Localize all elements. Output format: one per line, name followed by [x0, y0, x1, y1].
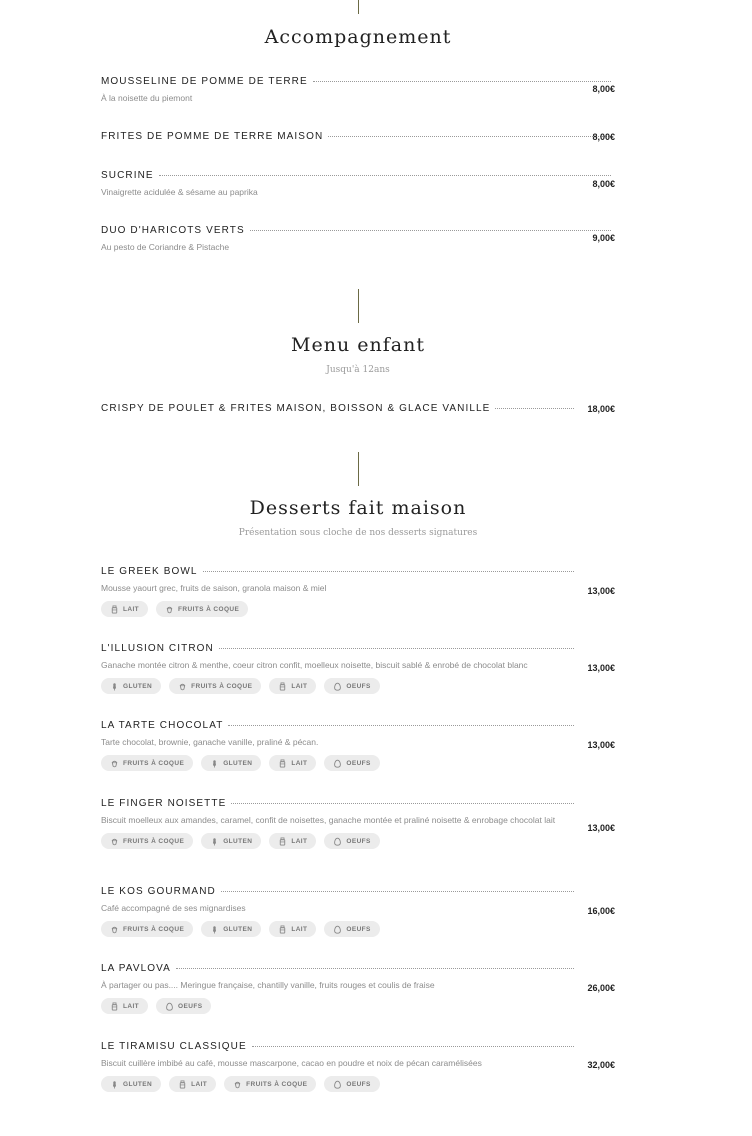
dotted-leader [159, 175, 611, 176]
menu-item-price: 13,00€ [587, 740, 615, 750]
allergen-tag [156, 601, 248, 617]
section-subtitle: Jusqu'à 12ans [326, 365, 390, 375]
allergen-tag [101, 1076, 161, 1092]
menu-item-name: DUO D'HARICOTS VERTS [101, 225, 245, 236]
menu-item-price: 13,00€ [587, 663, 615, 673]
allergen-tags [101, 833, 615, 849]
menu-item-description: À partager ou pas.... Meringue française, chantilly vanille, fruits rouges et coulis de fraise [101, 980, 435, 990]
allergen-tag-label: OEUFS [346, 925, 371, 933]
menu-item-header [101, 963, 615, 977]
milk-icon [110, 605, 119, 614]
menu-item-header [101, 131, 615, 145]
menu-item-header [101, 798, 615, 812]
allergen-tags [101, 601, 615, 617]
menu-item-description: Tarte chocolat, brownie, ganache vanille, praliné & pécan. [101, 737, 319, 747]
allergen-tag-label: OEUFS [178, 1002, 203, 1010]
allergen-tag-label: OEUFS [346, 759, 371, 767]
allergen-tag-label: GLUTEN [123, 682, 153, 690]
allergen-tag-label: LAIT [291, 682, 308, 690]
menu-item [101, 131, 615, 145]
menu-item-description: Biscuit cuillère imbibé au café, mousse mascarpone, cacao en poudre et noix de pécan caramélisées [101, 1058, 482, 1068]
menu-item-name: LE KOS GOURMAND [101, 886, 216, 897]
milk-icon [278, 837, 287, 846]
allergen-tag-label: OEUFS [346, 682, 371, 690]
menu-item-header [101, 76, 615, 90]
menu-item-price: 8,00€ [592, 179, 615, 189]
dotted-leader [313, 81, 611, 82]
milk-icon [178, 1080, 187, 1089]
section-divider-line [358, 289, 359, 323]
menu-item-name: LA TARTE CHOCOLAT [101, 720, 224, 731]
allergen-tag [324, 678, 379, 694]
menu-item-price: 8,00€ [592, 132, 615, 142]
allergen-tag-label: FRUITS À COQUE [123, 925, 185, 933]
menu-item-name: LE GREEK BOWL [101, 566, 198, 577]
menu-item-header [101, 170, 615, 184]
allergen-tag [101, 921, 193, 937]
egg-icon [165, 1002, 174, 1011]
menu-item-name: LE FINGER NOISETTE [101, 798, 227, 809]
allergen-tags [101, 1076, 615, 1092]
allergen-tag [224, 1076, 316, 1092]
menu-item [101, 1041, 615, 1092]
menu-item-header [101, 403, 615, 417]
dotted-leader [250, 230, 611, 231]
allergen-tag-label: FRUITS À COQUE [178, 605, 240, 613]
allergen-tags [101, 678, 615, 694]
allergen-tag [101, 833, 193, 849]
menu-item-name: LA PAVLOVA [101, 963, 171, 974]
menu-item-price: 8,00€ [592, 84, 615, 94]
section-subtitle: Présentation sous cloche de nos desserts signatures [238, 528, 478, 538]
menu-item-price: 16,00€ [587, 906, 615, 916]
allergen-tag-label: LAIT [123, 605, 140, 613]
allergen-tag [269, 678, 316, 694]
milk-icon [278, 759, 287, 768]
menu-item-name: LE TIRAMISU CLASSIQUE [101, 1041, 247, 1052]
section-divider-line [358, 452, 359, 486]
allergen-tag [324, 1076, 379, 1092]
menu-item-price: 32,00€ [587, 1060, 615, 1070]
egg-icon [333, 759, 342, 768]
menu-item-header [101, 225, 615, 239]
dotted-leader [228, 725, 574, 726]
allergen-tag [169, 678, 261, 694]
wheat-icon [210, 837, 219, 846]
egg-icon [333, 682, 342, 691]
menu-item [101, 170, 615, 198]
dotted-leader [495, 408, 574, 409]
allergen-tag-label: FRUITS À COQUE [191, 682, 253, 690]
allergen-tag-label: OEUFS [346, 837, 371, 845]
menu-item [101, 225, 615, 253]
allergen-tag-label: GLUTEN [223, 925, 253, 933]
allergen-tag [101, 755, 193, 771]
section-divider-line [358, 0, 359, 14]
menu-item-description: Au pesto de Coriandre & Pistache [101, 242, 230, 252]
allergen-tag [101, 601, 148, 617]
section-title: Menu enfant [291, 334, 425, 356]
menu-item-description: Ganache montée citron & menthe, coeur citron confit, moelleux noisette, biscuit sablé & enrobé de chocolat blanc [101, 660, 528, 670]
allergen-tag [269, 921, 316, 937]
allergen-tag [101, 998, 148, 1014]
wheat-icon [210, 759, 219, 768]
allergen-tag [269, 833, 316, 849]
allergen-tag [324, 755, 379, 771]
menu-item [101, 76, 615, 104]
menu-item-description: Mousse yaourt grec, fruits de saison, granola maison & miel [101, 583, 327, 593]
section-title: Accompagnement [264, 26, 452, 48]
wheat-icon [210, 925, 219, 934]
dotted-leader [328, 136, 611, 137]
allergen-tag-label: FRUITS À COQUE [123, 759, 185, 767]
nut-icon [233, 1080, 242, 1089]
dotted-leader [221, 891, 574, 892]
allergen-tag-label: GLUTEN [123, 1080, 153, 1088]
menu-item-description: Biscuit moelleux aux amandes, caramel, confit de noisettes, ganache montée et praliné noisette & enrobage chocolat lait [101, 815, 556, 825]
menu-item-description: Café accompagné de ses mignardises [101, 903, 246, 913]
nut-icon [110, 925, 119, 934]
allergen-tag-label: LAIT [291, 759, 308, 767]
allergen-tag-label: OEUFS [346, 1080, 371, 1088]
menu-item-price: 13,00€ [587, 823, 615, 833]
menu-item-header [101, 1041, 615, 1055]
allergen-tag [201, 921, 261, 937]
milk-icon [278, 925, 287, 934]
menu-item-name: CRISPY DE POULET & FRITES MAISON, BOISSON & GLACE VANILLE [101, 403, 491, 414]
menu-item-name: MOUSSELINE DE POMME DE TERRE [101, 76, 308, 87]
menu-item-price: 18,00€ [587, 404, 615, 414]
menu-item-price: 26,00€ [587, 983, 615, 993]
allergen-tag-label: GLUTEN [223, 759, 253, 767]
menu-item-name: L'ILLUSION CITRON [101, 643, 214, 654]
allergen-tag [201, 755, 261, 771]
menu-item [101, 798, 615, 849]
section-title: Desserts fait maison [249, 497, 467, 519]
allergen-tags [101, 921, 615, 937]
menu-item [101, 720, 615, 771]
menu-item-description: À la noisette du piemont [101, 93, 193, 103]
menu-item-name: SUCRINE [101, 170, 154, 181]
menu-item-name: FRITES DE POMME DE TERRE MAISON [101, 131, 324, 142]
allergen-tag [201, 833, 261, 849]
nut-icon [110, 837, 119, 846]
menu-item-header [101, 720, 615, 734]
menu-item-price: 13,00€ [587, 586, 615, 596]
allergen-tags [101, 998, 615, 1014]
allergen-tag-label: LAIT [191, 1080, 208, 1088]
dotted-leader [203, 571, 574, 572]
nut-icon [110, 759, 119, 768]
egg-icon [333, 925, 342, 934]
nut-icon [178, 682, 187, 691]
menu-item [101, 566, 615, 617]
allergen-tag-label: GLUTEN [223, 837, 253, 845]
dotted-leader [252, 1046, 574, 1047]
wheat-icon [110, 1080, 119, 1089]
menu-item [101, 403, 615, 417]
menu-item [101, 886, 615, 937]
menu-item-header [101, 643, 615, 657]
menu-item-header [101, 886, 615, 900]
allergen-tag-label: FRUITS À COQUE [123, 837, 185, 845]
allergen-tag [156, 998, 211, 1014]
wheat-icon [110, 682, 119, 691]
milk-icon [110, 1002, 119, 1011]
menu-item-price: 9,00€ [592, 233, 615, 243]
allergen-tag [101, 678, 161, 694]
allergen-tag-label: FRUITS À COQUE [246, 1080, 308, 1088]
dotted-leader [219, 648, 574, 649]
milk-icon [278, 682, 287, 691]
allergen-tag-label: LAIT [291, 925, 308, 933]
egg-icon [333, 837, 342, 846]
allergen-tag-label: LAIT [123, 1002, 140, 1010]
menu-item [101, 643, 615, 694]
allergen-tags [101, 755, 615, 771]
dotted-leader [176, 968, 574, 969]
nut-icon [165, 605, 174, 614]
allergen-tag [324, 921, 379, 937]
allergen-tag [169, 1076, 216, 1092]
allergen-tag [269, 755, 316, 771]
dotted-leader [231, 803, 574, 804]
allergen-tag [324, 833, 379, 849]
egg-icon [333, 1080, 342, 1089]
menu-item [101, 963, 615, 1014]
menu-item-description: Vinaigrette acidulée & sésame au paprika [101, 187, 258, 197]
allergen-tag-label: LAIT [291, 837, 308, 845]
menu-item-header [101, 566, 615, 580]
